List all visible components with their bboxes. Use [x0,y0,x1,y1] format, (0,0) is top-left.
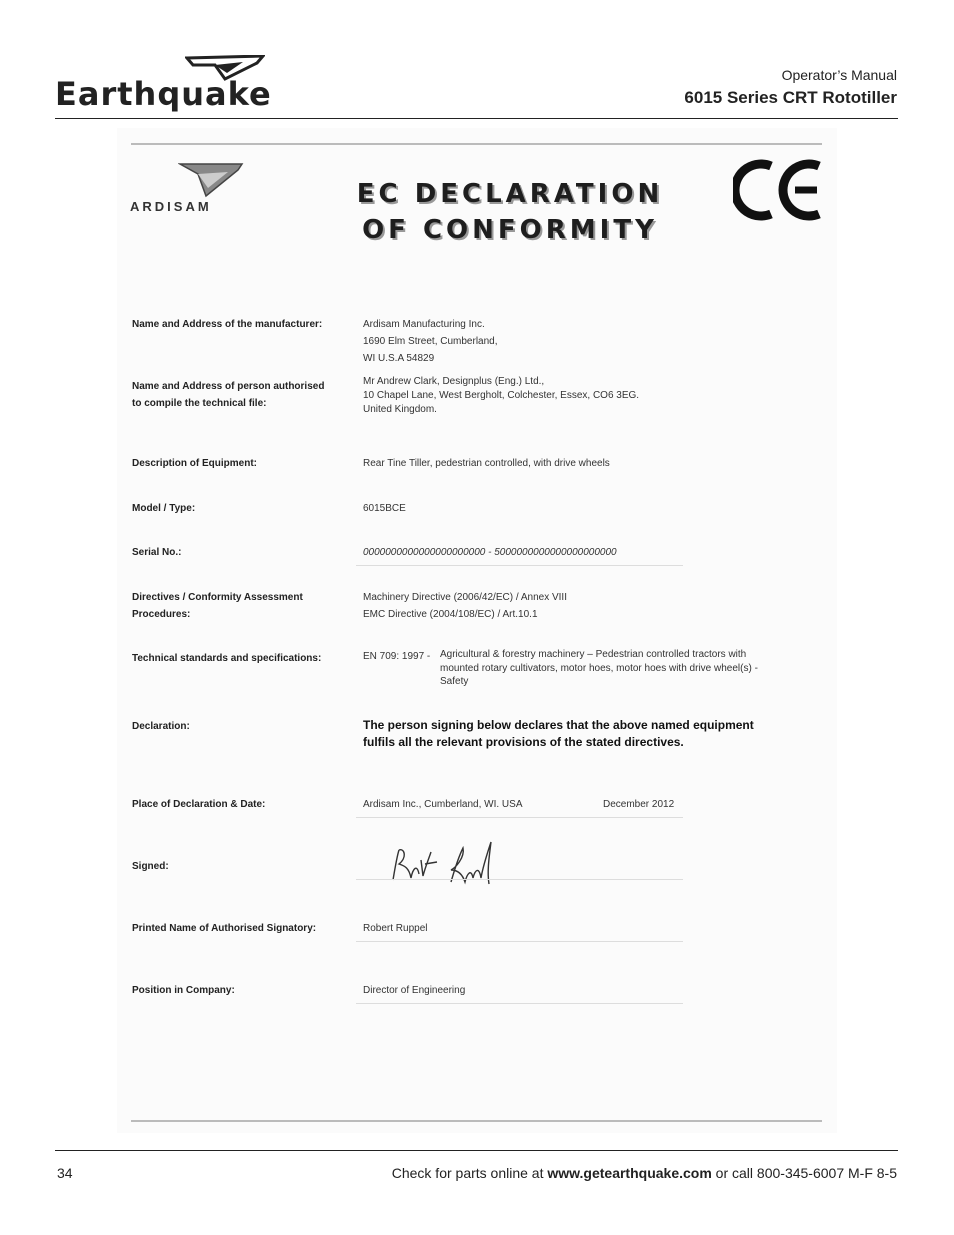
certificate-bottom-rule [131,1120,822,1122]
position-label: Position in Company: [132,985,235,996]
product-title: 6015 Series CRT Rototiller [684,88,897,107]
directive-line: Machinery Directive (2006/42/EC) / Annex VIII [363,592,567,603]
printed-name-value: Robert Ruppel [363,923,428,934]
directives-label-line: Procedures: [132,609,191,620]
declaration-label: Declaration: [132,721,190,732]
manual-label: Operator’s Manual [781,67,897,83]
serial-value: 0000000000000000000000 - 5000000000000000000000 [363,547,617,558]
manufacturer-line: 1690 Elm Street, Cumberland, [363,336,498,347]
model-value: 6015BCE [363,503,406,514]
directives-label-line: Directives / Conformity Assessment [132,592,303,603]
authorised-label [132,378,342,412]
directives-value [363,589,567,623]
equipment-value: Rear Tine Tiller, pedestrian controlled, with drive wheels [363,458,610,469]
standards-line: Safety [440,676,469,687]
header-divider [55,118,898,119]
manufacturer-line: WI U.S.A 54829 [363,353,435,364]
title-line-1: EC DECLARATION [356,179,664,209]
ardisam-chevron-icon [178,162,244,198]
signed-label: Signed: [132,861,169,872]
printed-name-label: Printed Name of Authorised Signatory: [132,923,317,934]
standards-code: EN 709: 1997 - [363,651,431,662]
standards-line: mounted rotary cultivators, motor hoes, motor hoes with drive wheel(s) - [440,662,758,674]
standards-description [440,648,758,689]
certificate-top-rule [131,143,822,145]
manufacturer-label: Name and Address of the manufacturer: [132,319,323,330]
place-underline [356,817,683,818]
position-value: Director of Engineering [363,985,466,996]
authorised-value [363,375,639,417]
footer-divider [55,1150,898,1151]
position-underline [356,1003,683,1004]
place-value: Ardisam Inc., Cumberland, WI. USA [363,799,523,810]
authorised-label-line: Name and Address of person authorised [132,381,325,392]
authorised-line: Mr Andrew Clark, Designplus (Eng.) Ltd., [363,376,545,387]
serial-underline [356,565,683,566]
earthquake-logo [55,55,290,115]
declaration-title [335,176,685,248]
manufacturer-value [363,316,498,367]
logo-text: Earthquake [55,75,272,113]
signature-icon [385,838,500,888]
date-value: December 2012 [603,799,675,810]
directive-line: EMC Directive (2004/108/EC) / Art.10.1 [363,609,538,620]
ardisam-logo [130,162,295,212]
footer-url-link[interactable]: www.getearthquake.com [547,1165,712,1181]
signature-underline [356,879,683,880]
authorised-line: 10 Chapel Lane, West Bergholt, Colchester, Essex, CO6 3EG. [363,390,640,401]
manufacturer-line: Ardisam Manufacturing Inc. [363,319,485,330]
model-label: Model / Type: [132,503,196,514]
footer-contact [392,1165,897,1181]
footer-text-before: Check for parts online at [391,1165,548,1181]
place-label: Place of Declaration & Date: [132,799,266,810]
serial-label: Serial No.: [132,547,182,558]
ce-mark-icon [733,158,825,222]
footer-text-after: or call 800-345-6007 M-F 8-5 [711,1165,897,1181]
authorised-label-line: to compile the technical file: [132,398,267,409]
declaration-line: The person signing below declares that the above named equipment [363,718,754,732]
page-number: 34 [57,1165,73,1181]
declaration-line: fulfils all the relevant provisions of the stated directives. [363,735,684,749]
title-line-2: OF CONFORMITY [362,215,658,245]
authorised-line: United Kingdom. [363,404,437,415]
declaration-statement [363,717,783,751]
directives-label [132,589,342,623]
ardisam-text: ARDISAM [130,199,212,214]
standards-label: Technical standards and specifications: [132,653,322,664]
equipment-label: Description of Equipment: [132,458,257,469]
standards-line: Agricultural & forestry machinery – Pedestrian controlled tractors with [440,649,747,660]
printed-name-underline [356,941,683,942]
